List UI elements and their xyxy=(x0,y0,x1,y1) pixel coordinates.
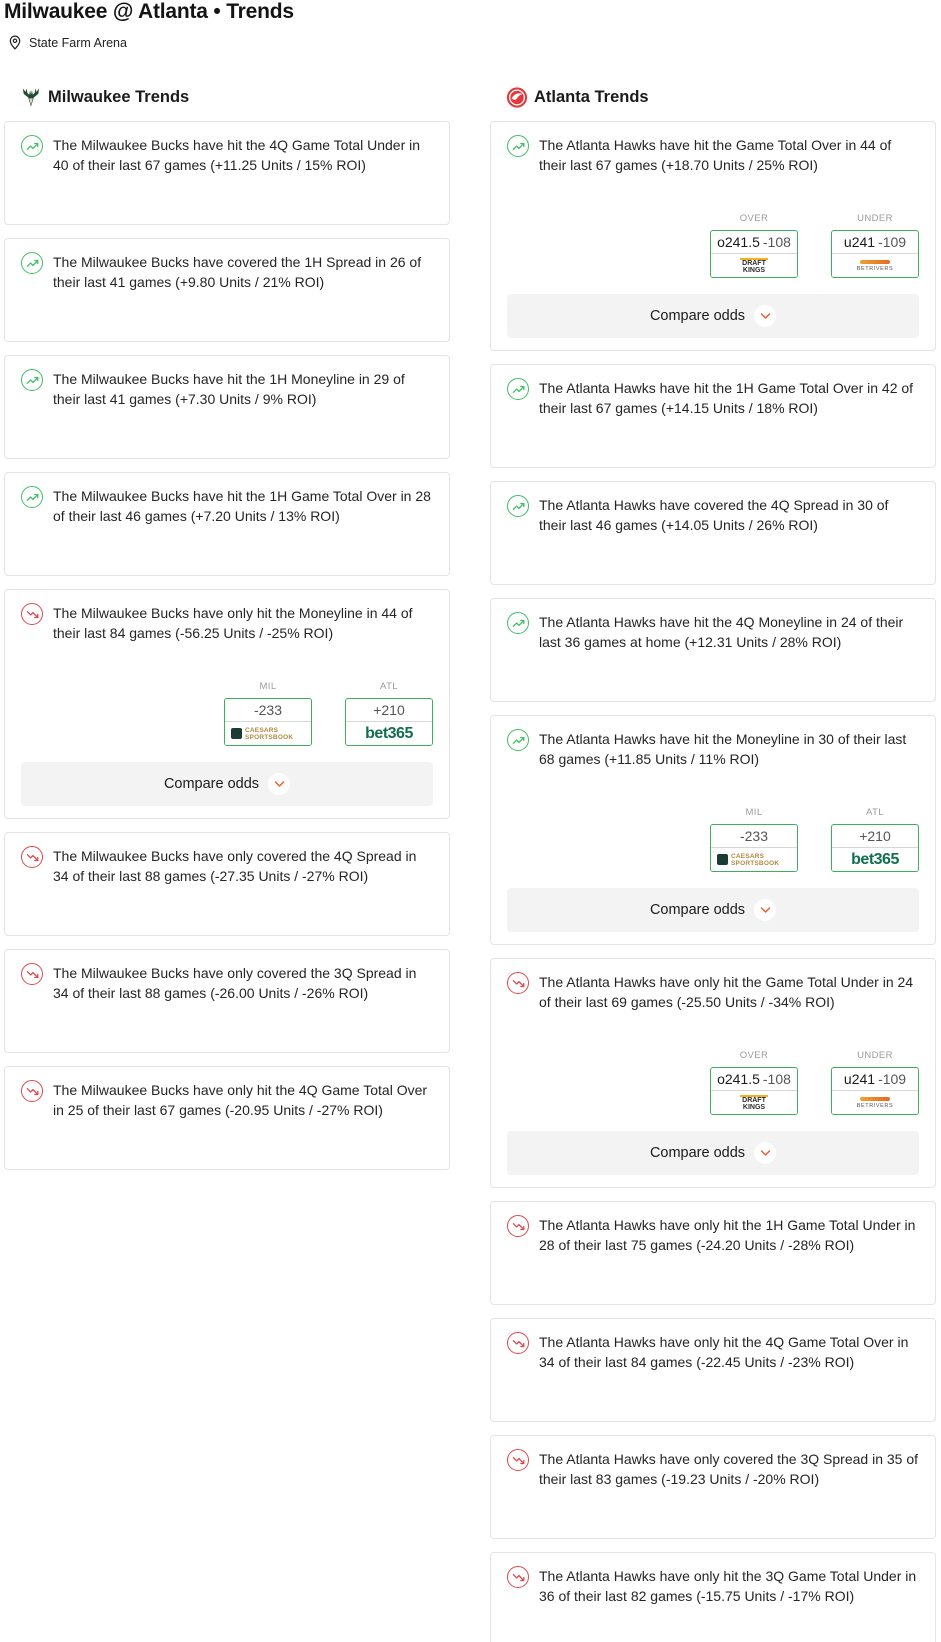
odds-button[interactable] xyxy=(224,698,312,746)
odds-value xyxy=(225,699,311,722)
trend-card xyxy=(490,1552,936,1642)
odds-area xyxy=(507,1050,919,1115)
odds-price: -109 xyxy=(878,1071,907,1087)
venue xyxy=(8,35,127,50)
odds-column xyxy=(831,213,919,278)
trending-up-icon xyxy=(21,486,43,508)
trending-down-icon xyxy=(21,1080,43,1102)
sportsbook-logo xyxy=(711,254,797,277)
odds-value xyxy=(832,231,918,254)
odds-area xyxy=(507,807,919,872)
odds-value xyxy=(346,699,432,722)
odds-button[interactable] xyxy=(710,1067,798,1115)
trending-up-icon xyxy=(507,495,529,517)
trend-text: The Milwaukee Bucks have only covered the 3Q Spread in 34 of their last 88 games (-26.00 Units / -26% ROI) xyxy=(53,965,417,1001)
trending-down-icon xyxy=(507,1332,529,1354)
trend-card xyxy=(4,949,450,1053)
trending-down-icon xyxy=(507,1566,529,1588)
chevron-down-icon xyxy=(268,773,290,795)
bucks-logo-icon xyxy=(20,85,42,109)
sportsbook-logo xyxy=(225,722,311,745)
hawks-logo-icon xyxy=(506,85,528,109)
trend-card xyxy=(4,355,450,459)
compare-odds-label: Compare odds xyxy=(649,902,746,918)
trend-card xyxy=(490,481,936,585)
odds-area xyxy=(507,213,919,278)
trending-up-icon xyxy=(21,252,43,274)
odds-column xyxy=(224,681,312,746)
odds-line: o241.5 xyxy=(717,234,760,250)
odds-button[interactable] xyxy=(345,698,433,746)
milwaukee-trends-column xyxy=(4,82,450,1183)
trend-card xyxy=(490,1201,936,1305)
atlanta-trends-column xyxy=(490,82,936,1642)
trend-card xyxy=(4,472,450,576)
compare-odds-button[interactable] xyxy=(507,888,919,932)
trend-card xyxy=(4,832,450,936)
odds-column xyxy=(345,681,433,746)
odds-price: -233 xyxy=(253,702,283,718)
trend-card xyxy=(4,1066,450,1170)
odds-button[interactable] xyxy=(831,230,919,278)
odds-line: u241 xyxy=(843,1071,876,1087)
trend-text: The Milwaukee Bucks have only covered the 4Q Spread in 34 of their last 88 games (-27.35 Units / -27% ROI) xyxy=(53,848,417,884)
odds-value xyxy=(832,825,918,848)
trending-down-icon xyxy=(21,846,43,868)
trend-text: The Milwaukee Bucks have hit the 4Q Game Total Under in 40 of their last 67 games (+11.25 Units / 15% ROI) xyxy=(53,137,421,173)
odds-column xyxy=(831,1050,919,1115)
trend-card xyxy=(490,121,936,351)
odds-column xyxy=(710,1050,798,1115)
odds-button[interactable] xyxy=(710,230,798,278)
trend-text: The Milwaukee Bucks have covered the 1H Spread in 26 of their last 41 games (+9.80 Units / 21% ROI) xyxy=(53,254,422,290)
odds-value xyxy=(711,825,797,848)
odds-button[interactable] xyxy=(831,824,919,872)
atlanta-trends-header xyxy=(490,82,936,112)
trend-card xyxy=(490,1318,936,1422)
page-title: Milwaukee @ Atlanta • Trends xyxy=(4,0,294,23)
odds-label: ATL xyxy=(866,807,884,818)
draftkings-logo: DRAFT KINGS xyxy=(740,258,768,274)
trending-down-icon xyxy=(21,603,43,625)
trend-card xyxy=(4,589,450,819)
trending-down-icon xyxy=(507,1215,529,1237)
trending-down-icon xyxy=(507,972,529,994)
trending-down-icon xyxy=(507,1449,529,1471)
trend-text: The Atlanta Hawks have covered the 4Q Spread in 30 of their last 46 games (+14.05 Units / 26% ROI) xyxy=(539,497,889,533)
odds-price: +210 xyxy=(859,828,891,844)
trend-card xyxy=(490,364,936,468)
odds-button[interactable] xyxy=(831,1067,919,1115)
odds-line: o241.5 xyxy=(717,1071,760,1087)
compare-odds-label: Compare odds xyxy=(649,1145,746,1161)
compare-odds-label: Compare odds xyxy=(163,776,260,792)
odds-label: MIL xyxy=(259,681,277,692)
odds-price: -233 xyxy=(739,828,769,844)
sportsbook-logo xyxy=(346,722,432,745)
trending-up-icon xyxy=(507,135,529,157)
trend-text: The Atlanta Hawks have hit the 1H Game Total Over in 42 of their last 67 games (+14.15 Units / 18% ROI) xyxy=(539,380,914,416)
odds-label: ATL xyxy=(380,681,398,692)
trend-text: The Atlanta Hawks have hit the 4Q Moneyline in 24 of their last 36 games at home (+12.31 Units / 28% ROI) xyxy=(539,614,904,650)
trend-card xyxy=(490,1435,936,1539)
venue-name: State Farm Arena xyxy=(29,35,127,50)
odds-label: OVER xyxy=(739,1050,769,1061)
odds-value xyxy=(711,1068,797,1091)
trend-text: The Milwaukee Bucks have only hit the 4Q Game Total Over in 25 of their last 67 games (-20.95 Units / -27% ROI) xyxy=(53,1082,428,1118)
bet365-logo: bet365 xyxy=(851,850,899,868)
trend-text: The Atlanta Hawks have only covered the 3Q Spread in 35 of their last 83 games (-19.23 Units / -20% ROI) xyxy=(539,1451,919,1487)
odds-button[interactable] xyxy=(710,824,798,872)
sportsbook-logo xyxy=(711,848,797,871)
trend-card xyxy=(4,238,450,342)
compare-odds-label: Compare odds xyxy=(649,308,746,324)
chevron-down-icon xyxy=(754,305,776,327)
odds-price: -108 xyxy=(762,1071,791,1087)
odds-price: -108 xyxy=(762,234,791,250)
odds-label: UNDER xyxy=(857,1050,893,1061)
draftkings-logo: DRAFT KINGS xyxy=(740,1095,768,1111)
odds-column xyxy=(710,213,798,278)
compare-odds-button[interactable] xyxy=(507,294,919,338)
betrivers-logo: BETRIVERS xyxy=(857,260,894,272)
odds-area xyxy=(21,681,433,746)
sportsbook-logo xyxy=(832,254,918,277)
trend-text: The Atlanta Hawks have hit the Moneyline in 30 of their last 68 games (+11.85 Units / 11% ROI) xyxy=(539,731,907,767)
odds-column xyxy=(831,807,919,872)
caesars-logo: CAESARS SPORTSBOOK xyxy=(231,727,305,741)
odds-label: MIL xyxy=(745,807,763,818)
trend-text: The Atlanta Hawks have only hit the 3Q Game Total Under in 36 of their last 82 games (-15.75 Units / -17% ROI) xyxy=(539,1568,917,1604)
milwaukee-trends-header xyxy=(4,82,450,112)
milwaukee-trend-list xyxy=(4,121,450,1170)
odds-column xyxy=(710,807,798,872)
sportsbook-logo xyxy=(832,1091,918,1114)
trending-up-icon xyxy=(507,612,529,634)
caesars-logo: CAESARS SPORTSBOOK xyxy=(717,853,791,867)
sportsbook-logo xyxy=(832,848,918,871)
trending-up-icon xyxy=(507,378,529,400)
trend-card xyxy=(4,121,450,225)
trend-text: The Atlanta Hawks have only hit the 1H Game Total Under in 28 of their last 75 games (-24.20 Units / -28% ROI) xyxy=(539,1217,916,1253)
compare-odds-button[interactable] xyxy=(507,1131,919,1175)
location-pin-icon xyxy=(8,35,22,50)
odds-value xyxy=(711,231,797,254)
atlanta-trend-list xyxy=(490,121,936,1642)
odds-price: +210 xyxy=(373,702,405,718)
odds-label: UNDER xyxy=(857,213,893,224)
odds-label: OVER xyxy=(739,213,769,224)
trend-text: The Atlanta Hawks have hit the Game Total Over in 44 of their last 67 games (+18.70 Units / 25% ROI) xyxy=(539,137,892,173)
odds-value xyxy=(832,1068,918,1091)
bet365-logo: bet365 xyxy=(365,724,413,742)
trend-card xyxy=(490,958,936,1188)
trend-text: The Milwaukee Bucks have hit the 1H Game Total Over in 28 of their last 46 games (+7.20 Units / 13% ROI) xyxy=(53,488,431,524)
chevron-down-icon xyxy=(754,1142,776,1164)
trending-up-icon xyxy=(507,729,529,751)
betrivers-logo: BETRIVERS xyxy=(857,1097,894,1109)
sportsbook-logo xyxy=(711,1091,797,1114)
trend-text: The Milwaukee Bucks have hit the 1H Moneyline in 29 of their last 41 games (+7.30 Units / 9% ROI) xyxy=(53,371,405,407)
milwaukee-trends-title: Milwaukee Trends xyxy=(48,87,190,106)
compare-odds-button[interactable] xyxy=(21,762,433,806)
trend-card xyxy=(490,715,936,945)
atlanta-trends-title: Atlanta Trends xyxy=(534,87,649,106)
trend-card xyxy=(490,598,936,702)
odds-price: -109 xyxy=(878,234,907,250)
trend-text: The Milwaukee Bucks have only hit the Moneyline in 44 of their last 84 games (-56.25 Units / -25% ROI) xyxy=(53,605,413,641)
trending-up-icon xyxy=(21,369,43,391)
trend-text: The Atlanta Hawks have only hit the Game Total Under in 24 of their last 69 games (-25.50 Units / -34% ROI) xyxy=(539,974,914,1010)
trend-text: The Atlanta Hawks have only hit the 4Q Game Total Over in 34 of their last 84 games (-22.45 Units / -23% ROI) xyxy=(539,1334,909,1370)
trending-up-icon xyxy=(21,135,43,157)
trending-down-icon xyxy=(21,963,43,985)
odds-line: u241 xyxy=(843,234,876,250)
chevron-down-icon xyxy=(754,899,776,921)
